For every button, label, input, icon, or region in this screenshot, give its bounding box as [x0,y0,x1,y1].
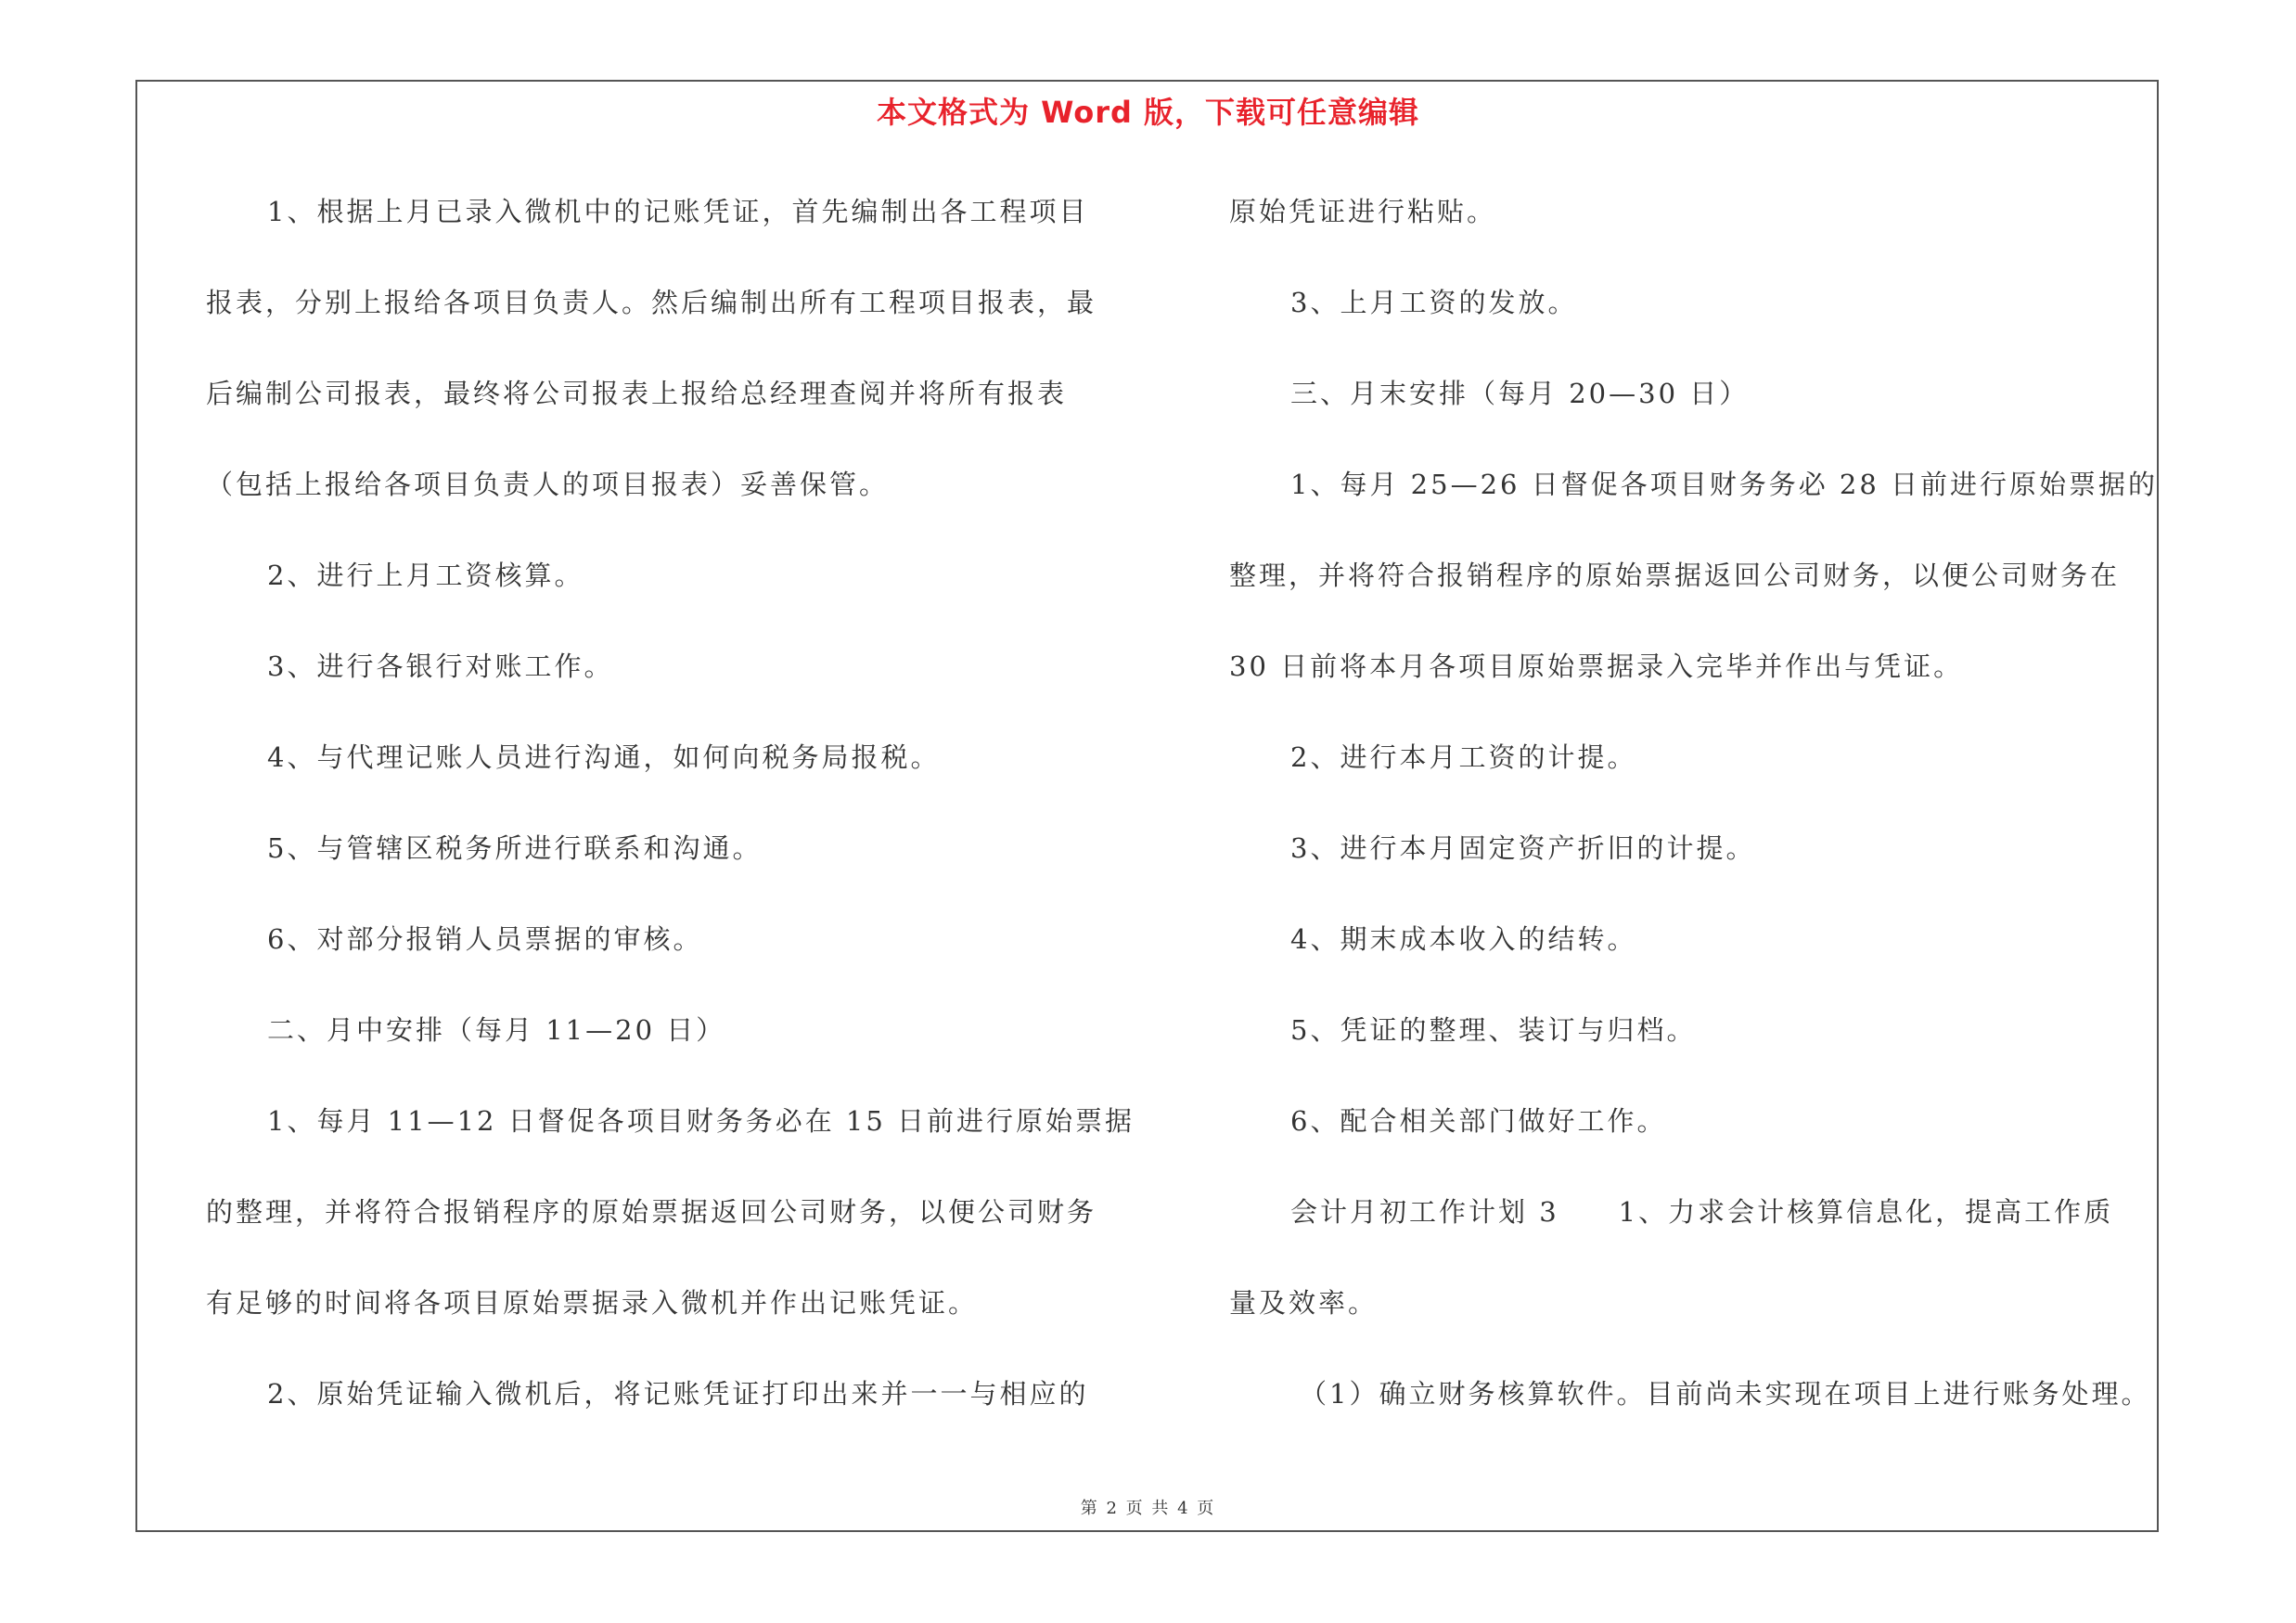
text-line: 3、进行各银行对账工作。 [267,650,614,682]
text-line: 1、每月 11—12 日督促各项目财务务必在 15 日前进行原始票据 [267,1105,1135,1137]
text-line: 有足够的时间将各项目原始票据录入微机并作出记账凭证。 [206,1287,979,1319]
text-line: 4、与代理记账人员进行沟通，如何向税务局报税。 [267,741,941,773]
text-line: 6、配合相关部门做好工作。 [1290,1105,1667,1137]
page-number: 第 2 页 共 4 页 [1080,1499,1216,1518]
text-line: 5、与管辖区税务所进行联系和沟通。 [267,832,763,864]
text-line: 原始凭证进行粘贴。 [1229,196,1497,227]
text-line: 二、月中安排（每月 11—20 日） [267,1014,726,1046]
text-line: 1、根据上月已录入微机中的记账凭证，首先编制出各工程项目 [267,196,1089,227]
text-line: 整理，并将符合报销程序的原始票据返回公司财务，以便公司财务在 [1229,560,2121,591]
text-line: 会计月初工作计划 3 1、力求会计核算信息化，提高工作质 [1290,1196,2114,1228]
text-line: 6、对部分报销人员票据的审核。 [267,923,703,955]
text-line: 的整理，并将符合报销程序的原始票据返回公司财务，以便公司财务 [206,1196,1097,1228]
text-line: （1）确立财务核算软件。目前尚未实现在项目上进行账务处理。 [1300,1378,2151,1410]
text-line: 2、进行本月工资的计提。 [1290,741,1637,773]
text-line: 3、进行本月固定资产折旧的计提。 [1290,832,1756,864]
text-line: 后编制公司报表，最终将公司报表上报给总经理查阅并将所有报表 [206,378,1068,409]
left-column [206,184,1134,1457]
right-column [1229,184,2194,1457]
text-line: 1、每月 25—26 日督促各项目财务务必 28 日前进行原始票据的 [1290,469,2159,500]
text-line: 2、原始凭证输入微机后，将记账凭证打印出来并一一与相应的 [267,1378,1089,1410]
header-banner: 本文格式为 Word 版，下载可任意编辑 [876,95,1420,130]
text-line: 4、期末成本收入的结转。 [1290,923,1637,955]
text-line: 量及效率。 [1229,1287,1379,1319]
text-line: 三、月末安排（每月 20—30 日） [1290,378,1750,409]
text-line: 30 日前将本月各项目原始票据录入完毕并作出与凭证。 [1229,650,1964,682]
text-line: 3、上月工资的发放。 [1290,287,1578,318]
text-line: 2、进行上月工资核算。 [267,560,584,591]
text-line: 报表，分别上报给各项目负责人。然后编制出所有工程项目报表，最 [206,287,1097,318]
text-line: （包括上报给各项目负责人的项目报表）妥善保管。 [206,469,890,500]
text-line: 5、凭证的整理、装订与归档。 [1290,1014,1697,1046]
